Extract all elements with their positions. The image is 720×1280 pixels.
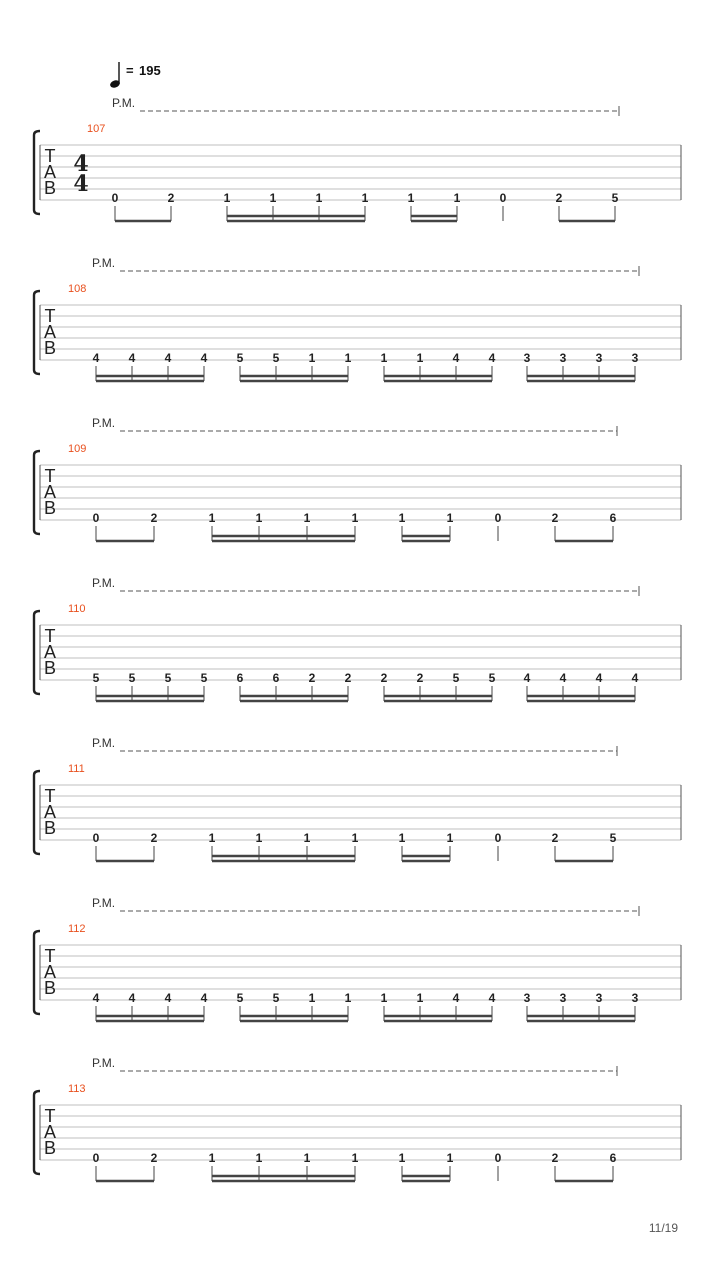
- palm-mute-label: P.M.: [92, 1056, 116, 1070]
- fret-number: 0: [92, 1151, 100, 1165]
- tab-clef-t: T: [44, 786, 56, 806]
- fret-number: 5: [611, 191, 619, 205]
- fret-number: 1: [380, 351, 388, 365]
- fret-number: 2: [167, 191, 175, 205]
- palm-mute-label: P.M.: [112, 96, 136, 110]
- bar-number: 111: [68, 763, 85, 775]
- fret-number: 1: [303, 831, 311, 845]
- tab-clef-t: T: [44, 1106, 56, 1126]
- fret-number: 5: [452, 671, 460, 685]
- fret-number: 1: [303, 1151, 311, 1165]
- fret-number: 4: [164, 351, 172, 365]
- fret-number: 1: [398, 1151, 406, 1165]
- bar-number: 112: [68, 923, 86, 935]
- fret-number: 1: [351, 831, 359, 845]
- fret-number: 1: [308, 991, 316, 1005]
- fret-number: 4: [200, 991, 208, 1005]
- tab-clef-t: T: [44, 466, 56, 486]
- fret-number: 1: [303, 511, 311, 525]
- fret-number: 2: [380, 671, 388, 685]
- fret-number: 1: [351, 511, 359, 525]
- tab-clef-b: B: [43, 338, 57, 358]
- fret-number: 4: [452, 351, 460, 365]
- system-bracket: [34, 931, 40, 1014]
- fret-number: 3: [631, 991, 639, 1005]
- system-bracket: [34, 771, 40, 854]
- fret-number: 6: [236, 671, 244, 685]
- fret-number: 1: [208, 831, 216, 845]
- fret-number: 1: [208, 511, 216, 525]
- fret-number: 4: [92, 351, 100, 365]
- fret-number: 5: [236, 351, 244, 365]
- fret-number: 1: [416, 991, 424, 1005]
- tab-clef-t: T: [44, 626, 56, 646]
- fret-number: 4: [595, 671, 603, 685]
- fret-number: 5: [164, 671, 172, 685]
- fret-number: 3: [523, 991, 531, 1005]
- fret-number: 1: [344, 991, 352, 1005]
- fret-number: 3: [595, 991, 603, 1005]
- fret-number: 5: [272, 351, 280, 365]
- fret-number: 0: [92, 511, 100, 525]
- fret-number: 1: [255, 831, 263, 845]
- fret-number: 3: [631, 351, 639, 365]
- tab-clef-a: A: [43, 802, 57, 822]
- fret-number: 1: [446, 511, 454, 525]
- fret-number: 1: [380, 991, 388, 1005]
- fret-number: 1: [255, 511, 263, 525]
- fret-number: 1: [344, 351, 352, 365]
- tab-system-108: [34, 256, 681, 381]
- fret-number: 1: [398, 831, 406, 845]
- fret-number: 1: [223, 191, 231, 205]
- system-bracket: [34, 451, 40, 534]
- fret-number: 4: [128, 991, 136, 1005]
- palm-mute-label: P.M.: [92, 256, 116, 270]
- tab-clef-a: A: [43, 1122, 57, 1142]
- fret-number: 1: [308, 351, 316, 365]
- fret-number: 2: [555, 191, 563, 205]
- fret-number: 1: [351, 1151, 359, 1165]
- fret-number: 4: [488, 991, 496, 1005]
- system-bracket: [34, 611, 40, 694]
- tempo-equals: =: [126, 63, 134, 78]
- fret-number: 4: [488, 351, 496, 365]
- tab-clef-b: B: [43, 978, 57, 998]
- tab-clef-b: B: [43, 658, 57, 678]
- bar-number: 109: [68, 443, 87, 455]
- fret-number: 5: [236, 991, 244, 1005]
- fret-number: 4: [523, 671, 531, 685]
- tab-clef-a: A: [43, 962, 57, 982]
- tab-clef-b: B: [43, 498, 57, 518]
- tab-clef-b: B: [43, 818, 57, 838]
- fret-number: 1: [446, 831, 454, 845]
- fret-number: 1: [446, 1151, 454, 1165]
- bar-number: 108: [68, 283, 87, 295]
- fret-number: 0: [494, 831, 502, 845]
- fret-number: 5: [128, 671, 136, 685]
- palm-mute-label: P.M.: [92, 576, 116, 590]
- fret-number: 3: [523, 351, 531, 365]
- palm-mute-label: P.M.: [92, 416, 116, 430]
- fret-number: 4: [128, 351, 136, 365]
- fret-number: 6: [609, 1151, 617, 1165]
- tab-clef-t: T: [44, 146, 56, 166]
- tempo-marking: [109, 62, 161, 89]
- bar-number: 113: [68, 1083, 86, 1095]
- fret-number: 5: [488, 671, 496, 685]
- bar-number: 107: [87, 123, 106, 135]
- tab-clef-a: A: [43, 642, 57, 662]
- bar-number: 110: [68, 603, 86, 615]
- tab-system-110: [34, 576, 681, 701]
- fret-number: 2: [150, 1151, 158, 1165]
- fret-number: 4: [452, 991, 460, 1005]
- fret-number: 1: [453, 191, 461, 205]
- fret-number: 2: [551, 1151, 559, 1165]
- fret-number: 2: [344, 671, 352, 685]
- palm-mute-label: P.M.: [92, 736, 116, 750]
- palm-mute-label: P.M.: [92, 896, 116, 910]
- tab-clef-a: A: [43, 482, 57, 502]
- fret-number: 0: [499, 191, 507, 205]
- system-bracket: [34, 291, 40, 374]
- fret-number: 4: [559, 671, 567, 685]
- fret-number: 2: [551, 831, 559, 845]
- fret-number: 0: [92, 831, 100, 845]
- fret-number: 2: [551, 511, 559, 525]
- tab-clef-a: A: [43, 322, 57, 342]
- fret-number: 4: [164, 991, 172, 1005]
- tab-system-113: [34, 1056, 681, 1181]
- tab-system-111: [34, 736, 681, 861]
- tempo-bpm: 195: [139, 63, 161, 78]
- fret-number: 1: [315, 191, 323, 205]
- tab-systems: [34, 96, 681, 1181]
- time-signature-denominator: 4: [73, 171, 89, 197]
- tab-system-109: [34, 416, 681, 541]
- fret-number: 6: [609, 511, 617, 525]
- page-number: 11/19: [648, 1221, 678, 1235]
- fret-number: 4: [200, 351, 208, 365]
- fret-number: 5: [200, 671, 208, 685]
- fret-number: 4: [631, 671, 639, 685]
- tab-clef-a: A: [43, 162, 57, 182]
- tab-clef-b: B: [43, 1138, 57, 1158]
- fret-number: 1: [361, 191, 369, 205]
- fret-number: 2: [150, 511, 158, 525]
- fret-number: 5: [609, 831, 617, 845]
- system-bracket: [34, 131, 40, 214]
- fret-number: 1: [208, 1151, 216, 1165]
- fret-number: 6: [272, 671, 280, 685]
- fret-number: 1: [269, 191, 277, 205]
- fret-number: 2: [416, 671, 424, 685]
- fret-number: 0: [494, 1151, 502, 1165]
- tab-system-112: [34, 896, 681, 1021]
- tab-system-107: [34, 96, 681, 221]
- fret-number: 1: [398, 511, 406, 525]
- fret-number: 5: [92, 671, 100, 685]
- tab-clef-t: T: [44, 306, 56, 326]
- fret-number: 1: [255, 1151, 263, 1165]
- fret-number: 3: [559, 351, 567, 365]
- fret-number: 3: [595, 351, 603, 365]
- time-signature-numerator: 4: [73, 151, 89, 177]
- fret-number: 0: [494, 511, 502, 525]
- tab-clef-t: T: [44, 946, 56, 966]
- fret-number: 1: [416, 351, 424, 365]
- fret-number: 5: [272, 991, 280, 1005]
- fret-number: 0: [111, 191, 119, 205]
- system-bracket: [34, 1091, 40, 1174]
- fret-number: 3: [559, 991, 567, 1005]
- fret-number: 1: [407, 191, 415, 205]
- fret-number: 2: [150, 831, 158, 845]
- tab-clef-b: B: [43, 178, 57, 198]
- fret-number: 2: [308, 671, 316, 685]
- fret-number: 4: [92, 991, 100, 1005]
